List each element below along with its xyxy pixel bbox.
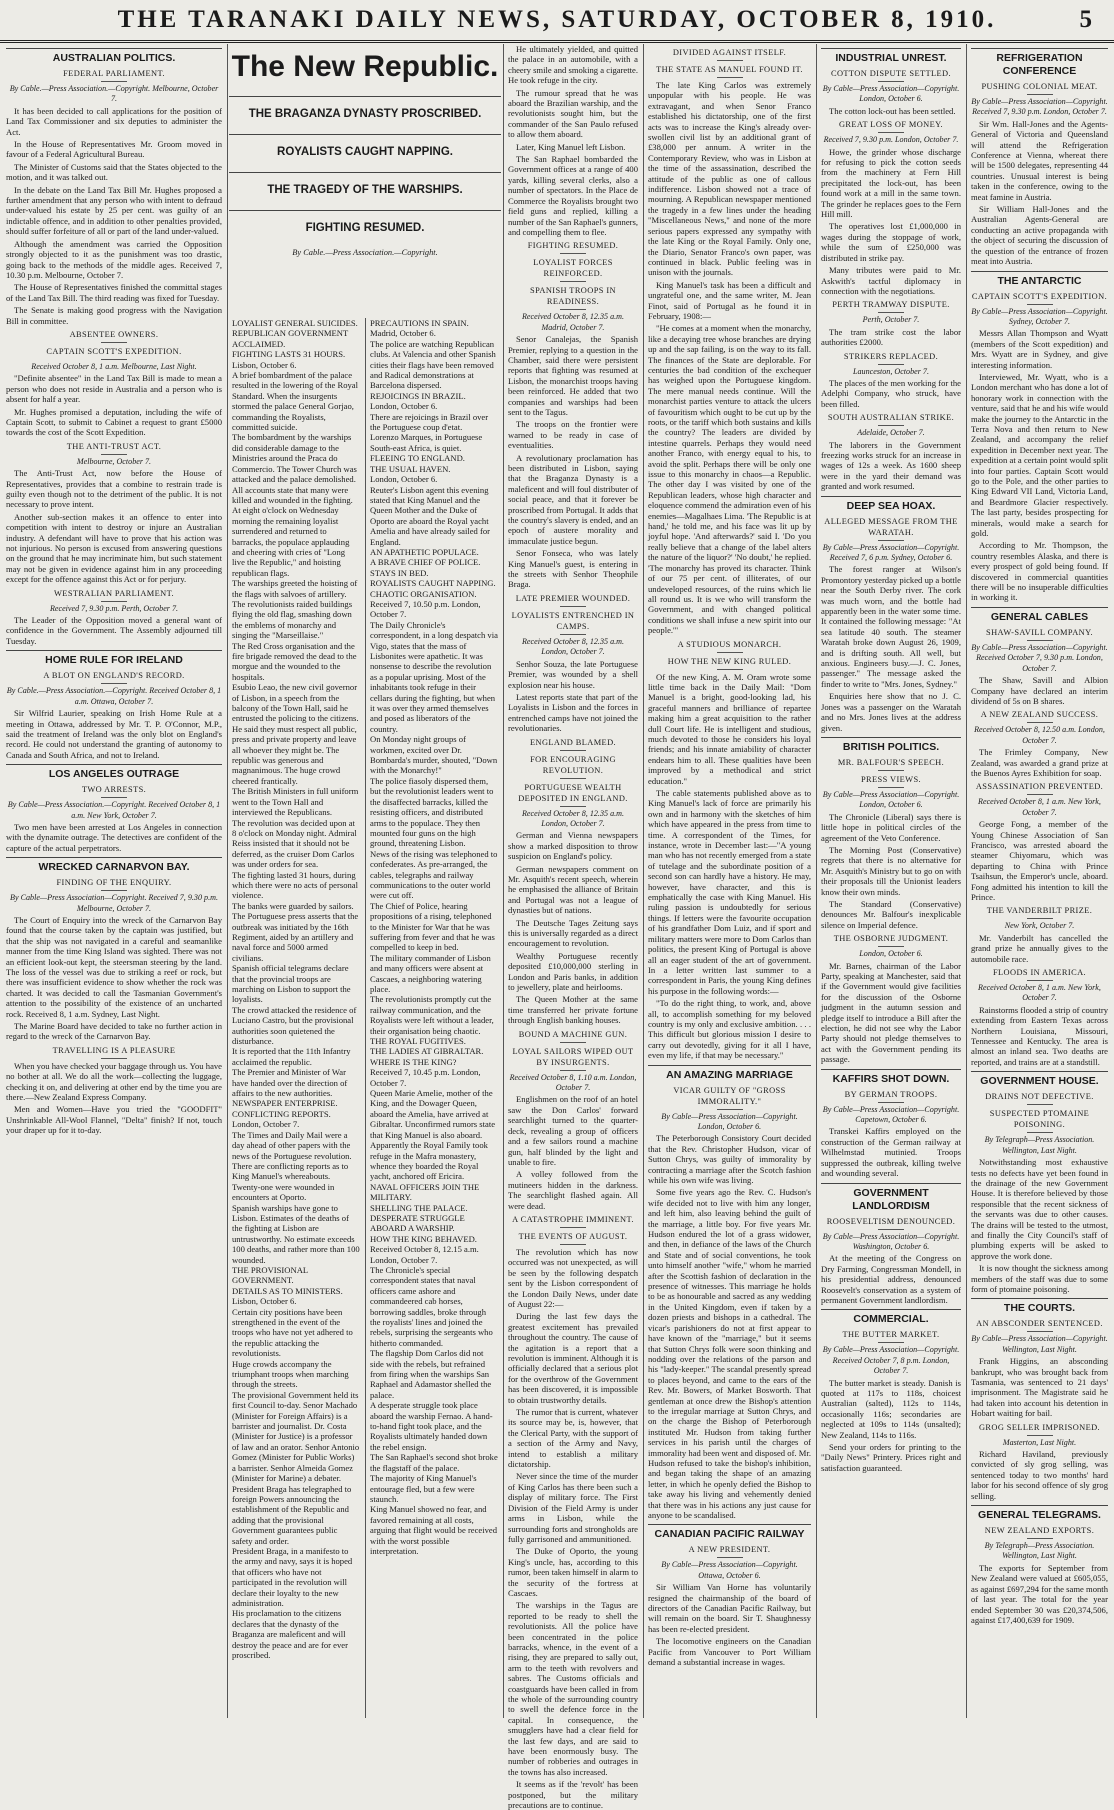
article-paragraph: It is now thought the sickness among members of the staff was due to some form of ptomaine poisoning.	[971, 1263, 1108, 1294]
lead-credit: By Cable.—Press Association.—Copyright.	[292, 248, 438, 257]
dateline: Received 7, 10.50 p.m. London, October 7.	[370, 598, 481, 620]
article-paragraph: The laborers in the Government freezing works struck for an increase in wages of 12s a week. As 1600 sheep were in the yard their demand was granted and work resumed.	[821, 439, 961, 492]
article-paragraph: Wealthy Portuguese recently deposited £10,000,000 sterling in London and Paris banks, in addition to jewellery, plate and heirlooms.	[508, 950, 638, 993]
dateline: By Cable—Press Association—Copyright. London, October 6.	[822, 789, 960, 810]
lead-deck-3: THE TRAGEDY OF THE WARSHIPS.	[229, 172, 501, 198]
article-paragraph: The Red Cross organisation and the fire brigade removed the dead to the morgue and the wounded to the hospitals.	[232, 640, 357, 682]
article-paragraph: Never since the time of the murder of King Carlos has there been such a display of military force. The First Division of the Field Army is under arms in Lisbon, while the surrounding forts and strongholds are fully garrisoned and ammunitioned.	[508, 1471, 638, 1544]
section-subheading: DESPERATE STRUGGLE ABOARD A WARSHIP.	[370, 1212, 465, 1234]
article-paragraph: His proclamation to the citizens declares that the dynasty of the Braganza are maleficent and will destroy the peace and are for ever proscribed.	[232, 1608, 348, 1660]
section-subheading: THE EVENTS OF AUGUST.	[508, 1231, 638, 1245]
article-paragraph: Senhor Souza, the late Portuguese Premier, was wounded by a shell explosion near his house.	[508, 658, 638, 690]
dateline: By Telegraph—Press Association. Wellington, Last Night.	[984, 1541, 1095, 1561]
article-paragraph: The cotton lock-out has been settled.	[829, 105, 956, 116]
article-paragraph: The revolution which has now occurred was not unexpected, as will be seen by the following despatch sent by the Lisbon correspondent of the London Daily News, under date of August 22:—	[508, 1246, 638, 1309]
section-subheading: SHELLING THE PALACE.	[370, 1202, 468, 1213]
dateline: Lisbon, October 6.	[232, 359, 297, 370]
section-subheading: VICAR GUILTY OF "GROSS IMMORALITY."	[648, 1085, 811, 1110]
article-paragraph: The Portuguese press asserts that the outbreak was initiated by the 16th Regiment, aided by an artillery and naval force and 5000 armed civilians.	[232, 911, 359, 963]
section-headline: AN AMAZING MARRIAGE	[648, 1065, 811, 1082]
dateline: Received October 8, 1.10 a.m. London, October 7.	[509, 1072, 637, 1093]
dateline: Launceston, October 7.	[853, 366, 929, 376]
dateline: Received 7, 10.45 p.m. London, October 7.	[370, 1067, 481, 1088]
article-paragraph: The flagship Dom Carlos did not side with the rebels, but refrained from firing when the warships San Raphael and Adamastor shelled the palace.	[370, 1348, 492, 1400]
section-subheading: WESTRALIAN PARLIAMENT.	[6, 588, 222, 602]
lead-headline: The New Republic.	[231, 50, 499, 83]
article-paragraph: The rumour spread that he was aboard the Brazilian warship, and the revolutionists sought him, but the commander of the San Paulo refused to allow them aboard.	[508, 87, 638, 140]
article-paragraph: The Minister of Customs said that the States objected to the motion, and it was talked out.	[6, 161, 222, 183]
section-headline: AUSTRALIAN POLITICS.	[6, 48, 222, 65]
article-paragraph: It seems as if the 'revolt' has been postponed, but the military precautions are to continue.	[508, 1779, 638, 1810]
section-subheading: THE OSBORNE JUDGMENT.	[821, 933, 961, 947]
dateline: Perth, October 7.	[862, 315, 920, 325]
section-subheading: THE PROVISIONAL GOVERNMENT.	[232, 1264, 308, 1286]
article-paragraph: The provisional Government held its first Council to-day. Senor Machado (Minister for Foreign Affairs) is a barrister and journalist. Dr. Costa (Minister for Justice) is a professor of law and an orator. Senhor Antonio Gomez (Minister for Public Works) a barrister. Senhor Almeida Gomez (Minister for Marine) a debater.	[232, 1389, 360, 1484]
column-rule	[966, 44, 967, 1718]
dateline: London, October 6.	[370, 474, 438, 485]
section-subheading: THE BUTTER MARKET.	[821, 1329, 961, 1343]
article-paragraph: A brief bombardment of the palace resulted in the lowering of the Royal Standard. When the insurgents stormed the palace General Gorjao, commanding the Royalists, committed suicide.	[232, 370, 359, 433]
article-paragraph: German newspapers comment on Mr. Asquith's recent speech, wherein he emphasised the alliance of Britain and Portugal was not a league of dynasties but of nations.	[508, 863, 638, 916]
article-paragraph: The Queen Mother at the same time transferred her private fortune through English banking houses.	[508, 994, 638, 1026]
article-paragraph: The Frimley Company, New Zealand, was awarded a grand prize at the Buenos Ayres Exhibition for soap.	[971, 747, 1108, 778]
column-6	[821, 44, 961, 1718]
article-paragraph: Esubio Leao, the new civil governor of Lisbon, in a speech from the balcony of the Town Hall, said he entrusted the policing to the citizens. He said they must respect all public, press and private property and leave all whoever they might be. The republic was generous and magnanimous. The huge crowd cheered frantically.	[232, 682, 359, 786]
section-subheading: NEW ZEALAND EXPORTS.	[971, 1525, 1108, 1539]
article-paragraph: Huge crowds accompany the triumphant troops when marching through the streets.	[232, 1358, 349, 1390]
article-paragraph: The Chronicle (Liberal) says there is little hope in political circles of the agreement of the Veto Conference.	[821, 811, 961, 843]
article-paragraph: The crowd attacked the residence of Luciano Castro, but the provisional authorities soon quietened the disturbance.	[232, 1004, 357, 1047]
article-paragraph: The locomotive engineers on the Canadian Pacific from Vancouver to Port William demand a substantial increase in wages.	[648, 1636, 811, 1668]
article-paragraph: When you have checked your baggage through us. You have no bother at all. We do all the work—collecting the luggage, checking it on, and delivering at other end by the time you are there.—New Zealand Express Company.	[6, 1060, 222, 1103]
section-subheading: PRESS VIEWS.	[821, 774, 961, 788]
section-subheading: THE VANDERBILT PRIZE.	[971, 905, 1108, 919]
article-paragraph: Certain city positions have been strengthened in the event of the troops who have not yet adhered to the republic attacking the revolutionists.	[232, 1306, 353, 1359]
article-paragraph: "He comes at a moment when the monarchy, like a decaying tree whose branches are drying up and the sap failing, is on the way to its fall. The finances of the State are deplorable. For centuries the bad condition of the exchequer has weighed upon the Portuguese kingdom. The mere manual needs continue. Will the monarchist parties venture to attack the ulcers of favouritism which ought to be cut up by the roots, or the tariff which both sustains and kills the country? The leaders are divided by intestine quarrels. Perhaps they would need another Franco, with energy equal to his, to avoid the split. Perhaps there will be only one issue to this monarchy in chaos—a Republic. The other day I was visited by one of the Republican leaders, whose high character and eloquence commend the admiration even of his enemies—Magalhaes Lima. 'The Republic is at hand,' he told me, and his face was lit up by joyful hope. 'And afterwards?' said I. 'Do you really believe that a change of the label alters the nature of the liquor?' 'No doubt,' he replied. 'The monarchy has proved its character. Think of our 75 per cent. of illiterates, of our undeveloped resources, of the ruins which lie all round us. It is we who will transform the Government, and with changed political conditions we shall infuse a new spirit into our people.'"	[648, 323, 811, 636]
article-paragraph: In the House of Representatives Mr. Groom moved in favour of a Federal Agricultural Bureau.	[6, 139, 222, 160]
section-subheading: DETAILS AS TO MINISTERS.	[232, 1285, 343, 1296]
article-paragraph: The majority of King Manuel's entourage fled, but a few were staunch.	[370, 1473, 477, 1504]
section-subheading: CHAOTIC ORGANISATION.	[370, 588, 477, 599]
dateline: Masterton, Last Night.	[1002, 1437, 1077, 1447]
article-paragraph: The Daily Chronicle's correspondent, in a long despatch via Vigo, states that the mass of Lisbonites were apathetic. It was nonsense to describe the revolution as a popular uprising. Most of the inhabitants took refuge in their cellars during the fighting, but when it was over they armed themselves and posed as liberators of the country.	[370, 619, 498, 734]
section-subheading: FIGHTING RESUMED.	[508, 240, 638, 254]
section-subheading: THE ROYAL FUGITIVES.	[370, 1036, 466, 1047]
section-subheading: THE LADIES AT GIBRALTAR.	[370, 1046, 484, 1057]
section-subheading: AN ABSCONDER SENTENCED.	[971, 1318, 1108, 1332]
article-paragraph: Mr. Hughes promised a deputation, including the wife of Captain Scott, to submit to Cabinet a request to grant £5000 towards the cost of the Scott Expedition.	[6, 406, 222, 438]
article-paragraph: King Manuel showed no fear, and favored remaining at all costs, arguing that flight would be received with the worst possible interpretation.	[370, 1504, 498, 1556]
article-paragraph: Englishmen on the roof of an hotel saw the Don Carlos' forward searchlight turned to the quarter-deck, revealing a group of officers and a few sailors round a machine gun, half blinded by the light and unable to fire.	[508, 1094, 638, 1167]
article-paragraph: Enquiries here show that no J. C. Jones was a passenger on the Waratah and no Mrs. Jones lives at the address given.	[821, 691, 961, 733]
dateline: By Cable—Press Association—Copyright. Received October 7, 8 p.m. London, October 7.	[822, 1345, 960, 1376]
section-subheading: BY GERMAN TROOPS.	[821, 1089, 961, 1103]
section-subheading: LOYALISTS ENTRENCHED IN CAMPS.	[508, 610, 638, 635]
article-paragraph: Spanish official telegrams declare that the provincial troops are marching on Lisbon to support the loyalists.	[232, 963, 351, 1005]
article-paragraph: Howe, the grinder whose discharge for refusing to pick the cotton seeds from the machinery at Fern Hill precipitated the lock-out, has been found work at a mill in the same town. The grinder he replaces goes to the Fern Hill mill.	[821, 146, 961, 220]
section-subheading: FOR ENCOURAGING REVOLUTION.	[508, 754, 638, 779]
article-paragraph: The Duke of Oporto, the young King's uncle, has, according to this rumor, been taken himself in alarm to the security of the fortress at Cascaes.	[508, 1546, 638, 1598]
article-paragraph: At the meeting of the Congress on Dry Farming, Congressman Mondell, in his presidential address, denounced Roosevelt's conservation as a system of permanent Government landlordism.	[821, 1253, 961, 1305]
article-paragraph: The Shaw, Savill and Albion Company have declared an interim dividend of 5s on B shares.	[971, 675, 1108, 706]
section-subheading: GROG SELLER IMPRISONED.	[971, 1422, 1108, 1436]
article-paragraph: German and Vienna newspapers show a marked disposition to throw suspicion on England's policy.	[508, 830, 638, 862]
article-paragraph: President Braga, in a manifesto to the army and navy, says it is hoped that officers who have not participated in the revolution will declare their loyalty to the new administration.	[232, 1545, 353, 1608]
article-paragraph: On Monday night groups of workmen, excited over Dr. Bombarda's murder, shouted, "Down with the Monarchy!"	[370, 734, 498, 776]
section-headline: WRECKED CARNARVON BAY.	[6, 857, 222, 874]
section-subheading: A STUDIOUS MONARCH.	[648, 639, 811, 653]
dateline: By Cable—Press Association—Copyright. Capetown, October 6.	[822, 1104, 960, 1125]
section-subheading: CAPTAIN SCOTT'S EXPEDITION.	[971, 291, 1108, 305]
dateline: Received October 8, 1 a.m. Melbourne, Last Night.	[31, 361, 197, 371]
article-paragraph: During the last few days the greatest excitement has prevailed throughout the country. The cause of the agitation is a report that a revolution is imminent. Although it is officially declared that a serious plot for the overthrow of the Government has been discovered, it is impossible to obtain trustworthy details.	[508, 1311, 638, 1405]
dateline: By Cable—Press Association—Copyright. Received 7, 6 p.m. Sydney, October 6.	[822, 542, 960, 562]
section-subheading: PORTUGUESE WEALTH DEPOSITED IN ENGLAND.	[508, 782, 638, 807]
dateline: By Cable—Press Association—Copyright. Sydney, October 7.	[971, 306, 1108, 326]
dateline: Madrid, October 6.	[370, 328, 436, 339]
article-paragraph: Apparently the Royal Family took refuge in the Mafra monastery, whence they boarded the Royal yacht, anchored off Ericira.	[370, 1140, 488, 1182]
dateline: Adelaide, October 7.	[857, 428, 925, 438]
section-headline: BRITISH POLITICS.	[821, 737, 961, 754]
article-paragraph: Some five years ago the Rev. C. Hudson's wife decided not to live with him any longer, and left him, also leaving behind the guilt of the marriage, a little boy. For five years Mr. Hudson endured the lot of a grass widower, and then, in defiance of the laws of the Church and State and of social conventions, he took unto himself another "wife," whom he married after the Scottish fashion of declaration in the presence of witnesses. This marriage he holds to be as honourable and sacred as any wedding in the United Kingdom, even if taken by a dozen priests and bishops in a cathedral. The vicar's parishioners do not at first appear to have known of the "marriage," but it seems that Sutton Chrys folk were soon thinking and nodding over the relations of the parson and his "lady-keeper." The scandal presently spread to places beyond, and came to the ears of the Rev. Mr. Bowers, of Market Bosworth. That gentleman at once drew the Bishop's attention to the irregular marriage at Sutton Chrys, and on the charge the Bishop of Peterborough instituted Mr. Hudson from taking further services in his parish until the charges of immorality had been went and disposed of. Mr. Hudson refused to take the bishop's inhibition, and began taking the shape of an amazing letter, in which he openly defied the Bishop to take away his living and vehemently denied that there was in his actions any just cause for anyone to be scandalised.	[648, 1187, 811, 1520]
article-paragraph: The British Ministers in full uniform went to the Town Hall and interviewed the Republicans.	[232, 786, 359, 818]
section-subheading: A BLOT ON ENGLAND'S RECORD.	[6, 670, 222, 684]
article-paragraph: The military commander of Lisbon and many officers were absent at Cascaes, a neighboring watering place.	[370, 952, 491, 994]
dateline: By Cable.—Press Association.—Copyright. Melbourne, October 7.	[9, 84, 219, 104]
section-subheading: DRAINS NOT DEFECTIVE.	[971, 1091, 1108, 1105]
column-rule	[643, 44, 644, 1718]
masthead-title: THE TARANAKI DAILY NEWS, SATURDAY, OCTOBER 8, 1910.	[117, 6, 997, 33]
article-paragraph: Senor Fonseca, who was lately King Manuel's guest, is entering in the streets with Senhor Theophile Braga.	[508, 548, 638, 590]
article-paragraph: Sir Wilfrid Laurier, speaking on Irish Home Rule at a meeting in Ottawa, addressed by Mr. T. P. O'Connor, M.P., said the treatment of Ireland was the only blot on England's record. He could not understand the granting of autonomy to Canada and South Africa, and not to Ireland.	[6, 708, 222, 760]
column-rule	[365, 318, 366, 1718]
section-headline: HOME RULE FOR IRELAND	[6, 650, 222, 667]
article-paragraph: "To do the right thing, to work, and, above all, to accomplish something for my beloved country is my only and exclusive ambition. . . . This difficult but glorious mission I desire to carry out devotedly, giving for it all I have, even my life, if that may be necessary."	[648, 998, 811, 1061]
article-paragraph: Richard Haviland, previously convicted of sly grog selling, was sentenced today to two months' hard labor for his second offence of sly grog selling.	[971, 1449, 1108, 1501]
article-paragraph: Sir William Van Horne has voluntarily resigned the chairmanship of the board of directors of the Canadian Pacific Railway, but will remain on the board. Sir T. Shaughnessy has been re-elected president.	[648, 1582, 811, 1634]
lead-headline-block	[229, 44, 501, 314]
article-paragraph: George Fong, a member of the Young Chinese Association of San Francisco, was arrested aboard the steamer Chiyomaru, which was departing to China with Prince Tsaihsun, the Emperor's uncle, aboard. Fong admitted his intention to kill the Prince.	[971, 819, 1108, 902]
lead-deck-4: FIGHTING RESUMED.	[229, 210, 501, 236]
section-subheading: FEDERAL PARLIAMENT.	[6, 68, 222, 82]
section-headline: GOVERNMENT LANDLORDISM	[821, 1183, 961, 1213]
article-paragraph: In the debate on the Land Tax Bill Mr. Hughes proposed a further amendment that any person who with intent to defraud under-valued his estate by 25 per cent. was guilty of an indictable offence, and in addition to other penalties provided, should suffer forfeiture of all or part of the land under-valued.	[6, 184, 222, 237]
section-subheading: ENGLAND BLAMED.	[508, 737, 638, 751]
dateline: By Cable—Press Association—Copyright. London, October 6.	[661, 1111, 798, 1131]
section-subheading: REJOICINGS IN BRAZIL.	[370, 390, 466, 401]
article-paragraph: The Peterborough Consistory Court decided that the Rev. Christopher Hudson, vicar of Sutton Chrys, was guilty of immorality by contracting a marriage after the Scotch fashion while his own wife was living.	[648, 1133, 811, 1185]
article-paragraph: The House of Representatives finished the committal stages of the Land Tax Bill. The third reading was fixed for Tuesday.	[6, 282, 222, 303]
article-paragraph: The police are watching Republican clubs. At Valencia and other Spanish cities their flags have been removed and Radical demonstrations at Barcelona dispersed.	[370, 338, 496, 391]
article-paragraph: A revolutionary proclamation has been distributed in Lisbon, saying that the Braganza Dynasty is a maleficent and will foul distributer of social peace, and that it forever be proscribed from Portugal. It adds that the country's slavery is ended, and an epoch of austere morality and immaculate justice begun.	[508, 452, 638, 546]
section-subheading: ROOSEVELTISM DENOUNCED.	[821, 1216, 961, 1230]
section-subheading: STAYS IN BED.	[370, 567, 429, 578]
article-paragraph: Frank Higgins, an absconding bankrupt, who was brought back from Tasmania, was sentenced to 21 days' imprisonment. The Magistrate said he had taken into account his detention in Hobart waiting for bail.	[971, 1356, 1108, 1419]
dateline: London, October 7.	[232, 1119, 300, 1130]
article-paragraph: The late King Carlos was extremely unpopular with his people. He was extravagant, and when Senor Franco established his dictatorship, one of the first acts was to increase the King's already over-swollen civil list by an additional grant of £38,000 per annum. A writer in the Contemporary Review, who was in Lisbon at the time of the assassination, described the attitude of the public as one of callous indifference. Lisbon showed not a trace of mourning. A Republican newspaper mentioned the tragedy in a few lines under the heading "Miscellaneous News," and none of the more serious papers expressed any sympathy with the late King or the Royal Family. Only one, the Diario, Senator Franco's own paper, was continued in black. Public feeling was in unison with the journals.	[648, 80, 811, 278]
section-subheading: LOYALIST FORCES REINFORCED.	[508, 257, 638, 282]
section-subheading: TRAVELLING IS A PLEASURE	[6, 1045, 222, 1059]
section-subheading: THE USUAL HAVEN.	[370, 463, 451, 474]
article-paragraph: He ultimately yielded, and quitted the palace in an automobile, with a cheery smile and smoking a cigarette. He took refuge in the city.	[508, 44, 638, 86]
section-headline: GENERAL TELEGRAMS.	[971, 1505, 1108, 1522]
section-subheading: PUSHING COLONIAL MEAT.	[971, 81, 1108, 95]
section-subheading: WHERE IS THE KING?	[370, 1056, 457, 1067]
column-1	[6, 44, 222, 1718]
article-paragraph: Mr. Barnes, chairman of the Labor Party, speaking at Manchester, said that if the Government would give facilities for the discussion of the Osborne judgment in the autumn session and pledge itself to introduce a Bill after the election, he did not see why the Labor Party should not pledge themselves to act with the Government pending its passage.	[821, 960, 961, 1065]
article-paragraph: The Standard (Conservative) denounces Mr. Balfour's inexplicable silence on Imperial defence.	[821, 898, 961, 930]
section-subheading: THE STATE AS MANUEL FOUND IT.	[648, 64, 811, 78]
dateline: London, October 6.	[370, 401, 438, 412]
article-paragraph: The operatives lost £1,000,000 in wages during the stoppage of work, while the sum of £250,000 was distributed in strike pay.	[821, 221, 961, 263]
article-paragraph: The revolutionists promptly cut the railway communication, and the Royalists were left without a leader, their organisation being chaotic.	[370, 994, 494, 1036]
section-subheading: FLEEING TO ENGLAND.	[370, 453, 465, 464]
section-subheading: LATE PREMIER WOUNDED.	[508, 593, 638, 607]
dateline: Received October 8, 12.15 a.m. London, October 7.	[370, 1244, 479, 1265]
article-paragraph: Latest reports state that part of the Loyalists in Lisbon and the forces in entrenched camps have not joined the revolutionaries.	[508, 691, 638, 734]
section-subheading: LOYAL SAILORS WIPED OUT BY INSURGENTS.	[508, 1046, 638, 1071]
section-headline: THE COURTS.	[971, 1298, 1108, 1315]
article-paragraph: Reuter's Lisbon agent this evening stated that King Manuel and the Queen Mother and the Duke of Oporto are aboard the Royal yacht Amelia and have already sailed for England.	[370, 484, 491, 547]
article-paragraph: The rumor that is current, whatever its source may be, is, however, that the Clerical Party, with the support of a section of the Army and Navy, intend to establish a military dictatorship.	[508, 1407, 638, 1470]
column-2	[232, 318, 360, 1718]
section-subheading: ROYALISTS CAUGHT NAPPING.	[370, 578, 496, 589]
article-paragraph: The Court of Enquiry into the wreck of the Carnarvon Bay found that the course taken by the captain was justified, but that the ship was not navigated in a careful and seamanlike manner from the time King Island was sighted. There was not an efficient look-out kept, the steersman steering by the land. The loss of the vessel was due to striking a reef or rock, but there was insufficient evidence to show whether the rock was charted. It was decided to call the Tasmanian Government's attention to the possibility of the existence of an uncharted rock. Received 8, 1 a.m. Sydney, Last Night.	[6, 914, 222, 1019]
section-subheading: A CATASTROPHE IMMINENT.	[508, 1214, 638, 1228]
article-paragraph: The Leader of the Opposition moved a general want of confidence in the Government. The Assembly adjourned till Tuesday.	[6, 615, 222, 646]
section-subheading: COTTON DISPUTE SETTLED.	[821, 68, 961, 82]
section-subheading: STRIKERS REPLACED.	[821, 351, 961, 365]
article-paragraph: The revolutionists raided buildings flying the old flag, smashing down the emblems of monarchy and singing the "Marseillaise."	[232, 598, 353, 641]
article-paragraph: The tram strike cost the labor authorities £2000.	[821, 326, 961, 348]
dateline: Received October 8, 12.35 a.m. Madrid, October 7.	[521, 312, 625, 332]
dateline: Received October 8, 1 a.m. New York, October 7.	[978, 797, 1101, 817]
section-subheading: FINDING OF THE ENQUIRY.	[6, 877, 222, 891]
section-subheading: AN APATHETIC POPULACE.	[370, 546, 479, 557]
article-paragraph: The warships greeted the hoisting of the flags with salvoes of artillery.	[232, 578, 358, 599]
article-paragraph: The Chronicle's special correspondent states that naval officers came ashore and commandeered cab horses, borrowing saddles, broke through the royalists' lines and joined the rebels, surprising the sergeants who hitherto commanded.	[370, 1264, 493, 1348]
article-paragraph: The places of the men working for the Adelphi Company, who struck, have been filled.	[821, 377, 961, 409]
dateline: Received October 8, 1 a.m. New York, October 7.	[978, 983, 1101, 1003]
article-paragraph: Two men have been arrested at Los Angeles in connection with the dynamite outrage. The detectives are confident of the capture of the actual perpetrators.	[6, 821, 222, 853]
dateline: Received October 8, 12.35 a.m. London, October 7.	[521, 636, 625, 657]
section-subheading: SHAW-SAVILL COMPANY.	[971, 627, 1108, 641]
article-paragraph: Men and Women—Have you tried the "GOODFIT" Unshrinkable All-Wool Flannel, "Delta" finish? If not, touch your draper up for it to-day.	[6, 1104, 222, 1136]
article-paragraph: It has been decided to call applications for the position of Land Tax Commissioner and six deputies to administer the Act.	[6, 105, 222, 137]
section-subheading: THE ANTI-TRUST ACT.	[6, 441, 222, 455]
section-headline: INDUSTRIAL UNREST.	[821, 48, 961, 65]
column-rule	[503, 44, 504, 1718]
section-subheading: SUSPECTED PTOMAINE POISONING.	[971, 1108, 1108, 1133]
section-subheading: GREAT LOSS OF MONEY.	[821, 119, 961, 133]
section-subheading: A BRAVE CHIEF OF POLICE.	[370, 557, 481, 568]
article-paragraph: Of the new King, A. M. Oram wrote some little time back in the Daily Mail: "Dom Manuel is a bright, good-looking lad, his graceful manners and brilliance of repartee making him a great acquisition to the rather dull Court life. He is intelligent and studious, much devoted to those he considers his loyal friends; and his innate amiability of character endears him to all. These qualities have been improved by a methodical and strict education."	[648, 671, 811, 786]
lead-deck-2: ROYALISTS CAUGHT NAPPING.	[229, 134, 501, 160]
section-headline: KAFFIRS SHOT DOWN.	[821, 1069, 961, 1086]
column-rule	[816, 44, 817, 1718]
dateline: By Telegraph—Press Association. Wellington, Last Night.	[984, 1135, 1095, 1155]
article-paragraph: The Morning Post (Conservative) regrets that there is no alternative for Mr. Asquith's Ministry but to go on with their proposals till the Unionist leaders know their own minds.	[821, 844, 961, 897]
section-subheading: BOUND A MACHINE GUN.	[508, 1029, 638, 1043]
section-subheading: DIVIDED AGAINST ITSELF.	[648, 47, 811, 61]
article-paragraph: President Braga has telegraphed to foreign Powers announcing the establishment of the Republic and adding that the provisional Government guarantees public safety and order.	[232, 1483, 352, 1546]
article-paragraph: Lorenzo Marques, in Portuguese South-east Africa, is quiet.	[370, 432, 483, 453]
article-paragraph: All accounts state that many were killed and wounded in the fighting.	[232, 484, 353, 505]
section-headline: CANADIAN PACIFIC RAILWAY	[648, 1524, 811, 1541]
column-5	[648, 44, 811, 1718]
section-subheading: FLOODS IN AMERICA.	[971, 967, 1108, 981]
article-paragraph: Notwithstanding most exhaustive tests no defects have yet been found in the drainage of the new Government House. It is therefore believed by those responsible that the recent sickness of the servants was due to other causes. The drains will be tested to the utmost, and finally the City Council's staff of plumbing experts will be asked to approve the work done.	[971, 1157, 1108, 1261]
section-subheading: LOYALIST GENERAL SUICIDES.	[232, 318, 358, 328]
page-number: 5	[1079, 6, 1092, 33]
dateline: By Cable—Press Association—Copyright. Received 7, 9.30 p.m. London, October 7.	[971, 97, 1108, 117]
dateline: By Cable—Press Association—Copyright. Washington, October 6.	[822, 1231, 960, 1251]
article-paragraph: Transkei Kaffirs employed on the construction of the German railway at Wilhelmstad mutinied. Troops suppressed the outbreak, killing twelve and wounding several.	[821, 1126, 961, 1179]
dateline: Received 7, 9.30 p.m. London, October 7.	[823, 135, 959, 145]
dateline: Received October 8, 12.35 a.m. London, October 7.	[521, 808, 625, 828]
section-subheading: SOUTH AUSTRALIAN STRIKE.	[821, 412, 961, 426]
section-subheading: REPUBLICAN GOVERNMENT ACCLAIMED.	[232, 328, 349, 349]
article-paragraph: Sir William Hall-Jones and the Australian Agents-General are conducting an active propaganda with the object of securing the discussion of the question of the entrance of frozen meat into Austria.	[971, 204, 1108, 267]
article-paragraph: The Premier and Minister of War have handed over the direction of affairs to the new authorities.	[232, 1067, 348, 1099]
section-subheading: ALLEGED MESSAGE FROM THE WARATAH.	[821, 516, 961, 541]
section-subheading: A NEW ZEALAND SUCCESS.	[971, 709, 1108, 723]
article-paragraph: Many tributes were paid to Mr. Askwith's tactful diplomacy in connection with the negotiations.	[821, 265, 961, 296]
article-paragraph: A volley followed from the mutineers hidden in the darkness. The searchlight flashed again. All were dead.	[508, 1169, 638, 1211]
article-paragraph: At eight o'clock on Wednesday morning the remaining loyalist surrendered and returned to barracks, the populace applauding and cheering with cries of "Long live the Republic," and hoisting republican flags.	[232, 505, 350, 578]
section-subheading: FIGHTING LASTS 31 HOURS.	[232, 349, 346, 360]
article-paragraph: The Anti-Trust Act, now before the House of Representatives, provides that a combine to restrain trade is guilty even though not to the detriment of the public. It is not necessary to prove intent.	[6, 468, 222, 510]
dateline: Melbourne, October 7.	[76, 456, 152, 466]
article-paragraph: "Definite absentee" in the Land Tax Bill is made to mean a person who does not reside in Australia and a person who is absent for half a year.	[6, 373, 222, 405]
article-paragraph: The police fiasoly dispersed them, but the revolutionist leaders went to the disaffected barracks, killed the resisting officers, and distributed arms to the populace. They then mounted four guns on the high ground, threatening Lisbon.	[370, 775, 494, 849]
article-paragraph: The San Raphael's second shot broke the flagstaff of the palace.	[370, 1452, 498, 1473]
section-subheading: TWO ARRESTS.	[6, 784, 222, 798]
section-subheading: ASSASSINATION PREVENTED.	[971, 781, 1108, 795]
section-subheading: MR. BALFOUR'S SPEECH.	[821, 757, 961, 771]
article-paragraph: There are conflicting reports as to King Manuel's whereabouts.	[232, 1160, 349, 1182]
column-3	[370, 318, 498, 1718]
section-headline: THE ANTARCTIC	[971, 271, 1108, 288]
section-subheading: CONFLICTING REPORTS.	[232, 1108, 331, 1119]
dateline: London, October 6.	[859, 949, 923, 959]
section-subheading: NEWSPAPER ENTERPRISE.	[232, 1098, 338, 1109]
section-subheading: A NEW PRESIDENT.	[648, 1544, 811, 1558]
article-paragraph: King Manuel's task has been a difficult and ungrateful one, and the same writer, M. Jean Finot, said of Portugal as he found it in February, 1908:—	[648, 279, 811, 321]
article-paragraph: The bombardment by the warships did considerable damage to the Ministries around the Praca do Commercio. The Tower Church was attacked and the palace demolished.	[232, 432, 357, 485]
article-paragraph: News of the rising was telephoned to confederates. As pre-arranged, the cables, telegraphs and railway communications to the outer world were cut off.	[370, 848, 498, 901]
article-paragraph: The Marine Board have decided to take no further action in regard to the wreck of the Carnarvon Bay.	[6, 1021, 222, 1042]
article-paragraph: Spanish warships have gone to Lisbon. Estimates of the deaths of the fighting at Lisbon are untrustworthy. No estimate exceeds 100 deaths, and rather more than 100 wounded.	[232, 1202, 360, 1265]
article-paragraph: Queen Marie Amelie, mother of the King, and the Dowager Queen, aboard the Amelia, have arrived at Gibraltar. Unconfirmed rumors state that King Manuel is also aboard.	[370, 1088, 496, 1140]
dateline: By Cable.—Press Association.—Copyright. Received October 8, 1 a.m. Ottawa, October 7.	[6, 686, 222, 706]
article-paragraph: The fighting lasted 31 hours, during which there were no acts of personal violence.	[232, 869, 358, 901]
lead-deck-1: THE BRAGANZA DYNASTY PROSCRIBED.	[229, 96, 501, 122]
dateline: Received October 8, 12.50 a.m. London, October 7.	[974, 725, 1105, 745]
section-subheading: ABSENTEE OWNERS.	[6, 329, 222, 343]
section-headline: COMMERCIAL.	[821, 1309, 961, 1326]
column-4	[508, 44, 638, 1810]
masthead	[0, 0, 1114, 43]
article-paragraph: Later, King Manuel left Lisbon.	[516, 141, 626, 152]
section-headline: GOVERNMENT HOUSE.	[971, 1071, 1108, 1088]
section-headline: DEEP SEA HOAX.	[821, 496, 961, 513]
article-paragraph: Messrs Allan Thompson and Wyatt (members of the Scott expedition) and Mrs. Wyatt are in Sydney, and give interesting information.	[971, 328, 1108, 370]
article-paragraph: The Senate is making good progress with the Navigation Bill in committee.	[6, 305, 222, 326]
section-subheading: PRECAUTIONS IN SPAIN.	[370, 318, 469, 328]
article-paragraph: The forest ranger at Wilson's Promontory yesterday picked up a bottle near the South Derby river. The cork was much worn, and the bottle had apparently been in the water some time. It contained the following message: "At sea latitude 40 south. The steamer Waratah broke down August 26, 1909, and is drifting south. All well, but anxious. Engineers busy.—J. C. Jones, passenger." The message asked the finder to write to "Mrs. Jones, Sydney."	[821, 564, 961, 689]
section-subheading: NAVAL OFFICERS JOIN THE MILITARY.	[370, 1181, 480, 1203]
article-paragraph: The troops on the frontier were warned to be ready in case of eventualities.	[508, 419, 638, 451]
column-rule	[227, 44, 228, 1718]
article-paragraph: There are rejoicings in Brazil over the Portuguese coup d'etat.	[370, 411, 489, 433]
dateline: By Cable—Press Association—Copyright. London, October 6.	[822, 84, 960, 104]
article-paragraph: The exports for September from New Zealand were valued at £605,055, as against £697,294 for the same month of last year. The total for the year ended September 30 was £20,374,506, against £17,400,639 for 1909.	[971, 1562, 1108, 1625]
section-headline: REFRIGERATION CONFERENCE	[971, 48, 1108, 78]
article-paragraph: The banks were guarded by sailors.	[232, 900, 354, 911]
dateline: By Cable—Press Association—Copyright. Wellington, Last Night.	[971, 1334, 1108, 1354]
dateline: Received 7, 9.30 p.m. Perth, October 7.	[49, 603, 179, 613]
article-paragraph: A desperate struggle took place aboard the warship Fernao. A hand-to-hand fight took place, and the Royalists ultimately handed down the rebel ensign.	[370, 1400, 493, 1452]
article-paragraph: It is reported that the 11th Infantry acclaimed the republic.	[232, 1046, 351, 1067]
article-paragraph: The warships in the Tagus are reported to be ready to shell the revolutionists. All the police have been concentrated in the police barracks, whence, in the event of a rising, they are prepared to sally out, arm to the teeth with revolvers and sabres. The Customs officials and coastguards have been called in from the whole of the surrounding country to swell the defence force in the capital. In consequence, the smugglers have had a clear field for the last few days, and are said to have been enormously busy. The number of robberies and outrages in the towns has also increased.	[508, 1600, 638, 1777]
article-paragraph: The Times and Daily Mail were a day ahead of other papers with the news of the Portuguese revolution.	[232, 1129, 352, 1161]
dateline: New York, October 7.	[1004, 921, 1075, 931]
dateline: By Cable—Press Association—Copyright. Received October 7, 9.30 p.m. London, October 7.	[971, 642, 1108, 673]
article-paragraph: Sir Wm. Hall-Jones and the Agents-General of Victoria and Queensland will attend the Refrigeration Conference at Vienna, whereat there will be 1500 delegates, representing 44 countries. Unusual interest is being taken in the conference, owing to the meat famine in Austria.	[971, 118, 1108, 202]
section-headline: GENERAL CABLES	[971, 607, 1108, 624]
article-paragraph: The cable statements published above as to King Manuel's lack of force are primarily his own and in harmony with the sketches of him which have appeared in the press from time to time. A correspondent of the Times, for instance, wrote in December last:—"A young man who has not recently emerged from a state of tutelage and the subordinate position of a second son can hardly have a history. He may, however, have character, and this is emphatically the case with King Manuel. His ruling passion is undoubtedly for serious things. If letters were the favourite occupation of his grandfather Dom Luiz, and if sport and military matters were more to Dom Carlos than politics, the present King of Portugal is above all an eager student of the art of government. In a letter written last summer to a correspondent in Paris, the young King defines his purpose in the following words:—	[648, 788, 812, 996]
article-paragraph: The revolution was decided upon at 8 o'clock on Monday night. Admiral Reiss insisted that it should not be deferred, as the cruiser Dom Carlos was under orders for sea.	[232, 817, 357, 870]
dateline: By Cable—Press Association—Copyright. Ottawa, October 6.	[661, 1560, 798, 1580]
article-paragraph: The butter market is steady. Danish is quoted at 117s to 118s, choicest Australian (salted), 112s to 114s, occasionally 116s; secondaries are neglected at 109s to 114s (unsalted); New Zealand, 114s to 116s.	[821, 1377, 961, 1440]
article-paragraph: Interviewed, Mr. Wyatt, who is a London merchant who has done a lot of honorary work in connection with the venture, said that he and his wife would make the journey to the Antarctic in the Terra Nova and then return to New Zealand, and accompany the relief expedition in December next year. The expedition at a certain point would split into four parties. Captain Scott would go to the Pole, and the other parties to King Edward VII Land, Victoria Land, and Beardmore Glacier respectively. The last party, besides prospecting for minerals, would make a search for gold.	[971, 371, 1108, 539]
article-paragraph: According to Mr. Thompson, the country resembles Alaska, and there is every prospect of gold being found. If discovered in commercial quantities there will be no insuperable difficulties in working it.	[971, 540, 1108, 603]
section-subheading: HOW THE KING BEHAVED.	[370, 1233, 477, 1244]
article-paragraph: The Chief of Police, hearing propositions of a rising, telephoned to the Minister for War that he was suffering from fever and that he was compelled to keep in bed.	[370, 900, 495, 953]
section-subheading: PERTH TRAMWAY DISPUTE.	[821, 299, 961, 313]
article-paragraph: Mr. Vanderbilt has cancelled the grand prize he annually gives to the automobile race.	[971, 932, 1108, 964]
section-subheading: HOW THE NEW KING RULED.	[648, 656, 811, 670]
article-paragraph: Rainstorms flooded a strip of country extending from Eastern Texas across Northern Louisiana, Missouri, Tennessee and Kentucky. The area is almost an inland sea. Two deaths are reported, and trains are at a standstill.	[971, 1004, 1108, 1067]
dateline: By Cable—Press Association.—Copyright. Received October 8, 1 a.m. New York, October 7.	[7, 800, 221, 820]
article-paragraph: Another sub-section makes it an offence to enter into competition with intent to destroy or injure an Australian industry. A defendant will have to prove that his action was not injurious. No person is excused from answering questions on the ground that he may incriminate him, but such statement may not be given in evidence against him in any proceeding except for the offence against this Act or for perjury.	[6, 511, 222, 585]
section-subheading: SPANISH TROOPS IN READINESS.	[508, 285, 638, 310]
dateline: Lisbon, October 6.	[232, 1296, 297, 1307]
article-paragraph: Although the amendment was carried the Opposition strongly objected to it as the punishment was too drastic, going back to the methods of the middle ages. Received 7, 10.30 p.m. Melbourne, October 7.	[6, 238, 222, 280]
article-paragraph: The San Raphael bombarded the Government offices at a range of 400 yards, killing several clerks, also a number of spectators. In the Place de Commerce the Royalists brought two field guns and replied, killing a number of the San Raphael's gunners, and compelling them to flee.	[508, 154, 638, 237]
article-paragraph: Senor Canalejas, the Spanish Premier, replying to a question in the Chamber, said there were persistent reports that fighting was resumed at Lisbon, the monarchist troops having been reinforced. He added that two companies and warships had been sent to the Tagus.	[508, 334, 638, 417]
dateline: By Cable—Press Association—Copyright. Received 7, 9.30 p.m. Melbourne, October 7.	[10, 893, 218, 913]
article-paragraph: Twenty-one were wounded in encounters at Oporto.	[232, 1181, 335, 1203]
article-paragraph: The Deutsche Tages Zeitung says this is universally regarded as a direct encouragement to revolution.	[508, 917, 638, 949]
article-paragraph: Send your orders for printing to the "Daily News" Printery. Prices right and satisfaction guaranteed.	[821, 1442, 961, 1473]
section-subheading: CAPTAIN SCOTT'S EXPEDITION.	[6, 346, 222, 360]
section-headline: LOS ANGELES OUTRAGE	[6, 764, 222, 781]
column-7	[971, 44, 1108, 1718]
